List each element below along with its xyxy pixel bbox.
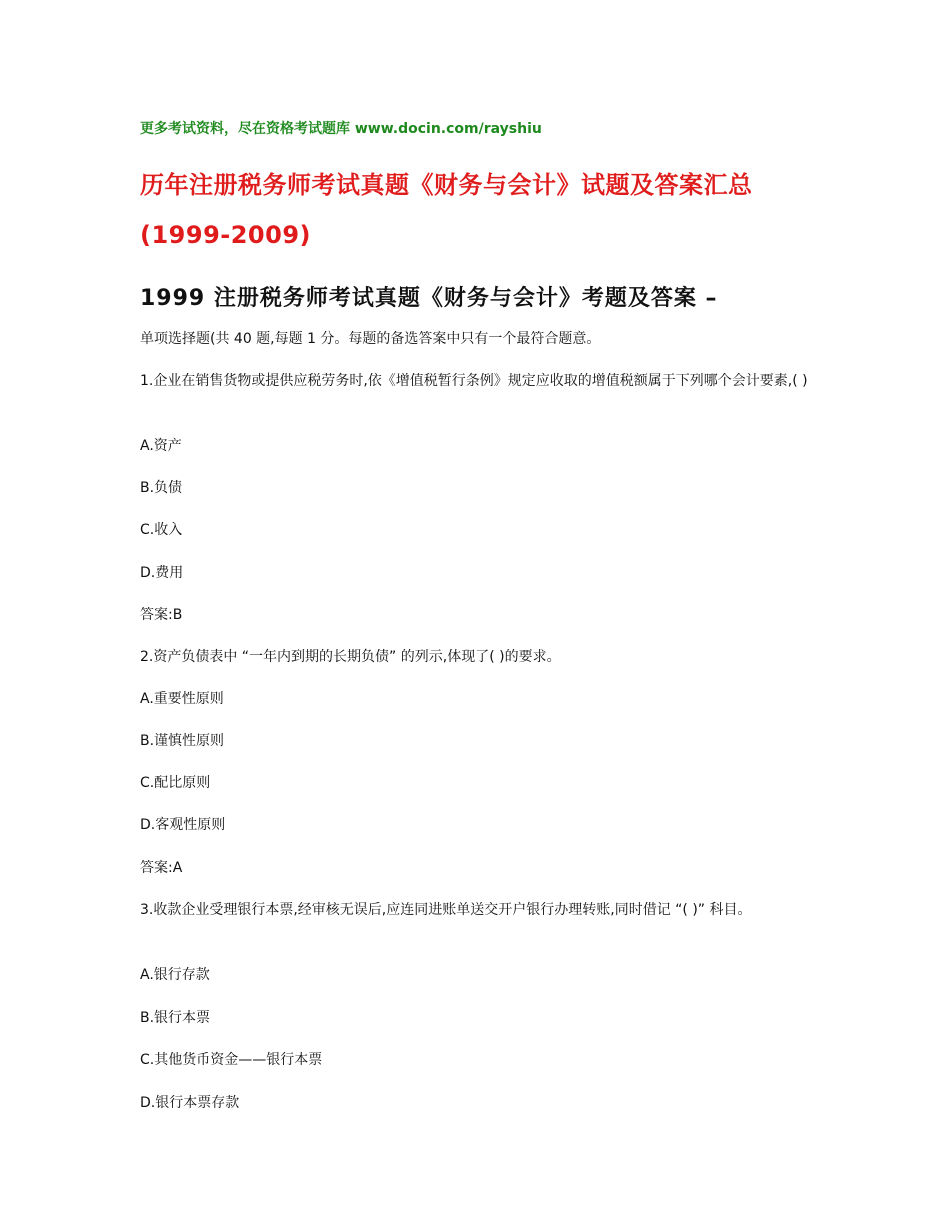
question-1-option-c: C.收入 (140, 522, 183, 538)
question-2-option-c: C.配比原则 (140, 775, 211, 791)
question-2-stem: 2.资产负债表中 “一年内到期的长期负债” 的列示,体现了( )的要求。 (140, 649, 561, 665)
question-3-option-a: A.银行存款 (140, 967, 210, 983)
question-1-answer: 答案:B (140, 607, 183, 623)
question-3-option-b: B.银行本票 (140, 1010, 211, 1026)
header-promo-link[interactable]: 更多考试资料，尽在资格考试题库 www.docin.com/rayshiu (140, 121, 542, 137)
section-intro: 单项选择题(共 40 题,每题 1 分。每题的备选答案中只有一个最符合题意。 (140, 331, 601, 347)
question-3-stem: 3.收款企业受理银行本票,经审核无误后,应连同进账单送交开户银行办理转账,同时借记 “( )” 科目。 (140, 902, 752, 918)
question-1-stem: 1.企业在销售货物或提供应税劳务时,依《增值税暂行条例》规定应收取的增值税额属于下列哪个会计要素,( ) (140, 373, 808, 389)
question-2-option-a: A.重要性原则 (140, 691, 224, 707)
question-3-option-d: D.银行本票存款 (140, 1095, 240, 1111)
document-title: 历年注册税务师考试真题《财务与会计》试题及答案汇总 (140, 171, 753, 199)
question-2-answer: 答案:A (140, 860, 183, 876)
question-2-option-b: B.谨慎性原则 (140, 733, 225, 749)
question-3-option-c: C.其他货币资金——银行本票 (140, 1052, 323, 1068)
question-1-option-d: D.费用 (140, 565, 184, 581)
question-1-option-b: B.负债 (140, 480, 183, 496)
section-heading: 1999 注册税务师考试真题《财务与会计》考题及答案 – (140, 286, 718, 311)
question-2-option-d: D.客观性原则 (140, 817, 226, 833)
question-1-option-a: A.资产 (140, 438, 182, 454)
document-title-years: (1999-2009) (140, 221, 311, 249)
